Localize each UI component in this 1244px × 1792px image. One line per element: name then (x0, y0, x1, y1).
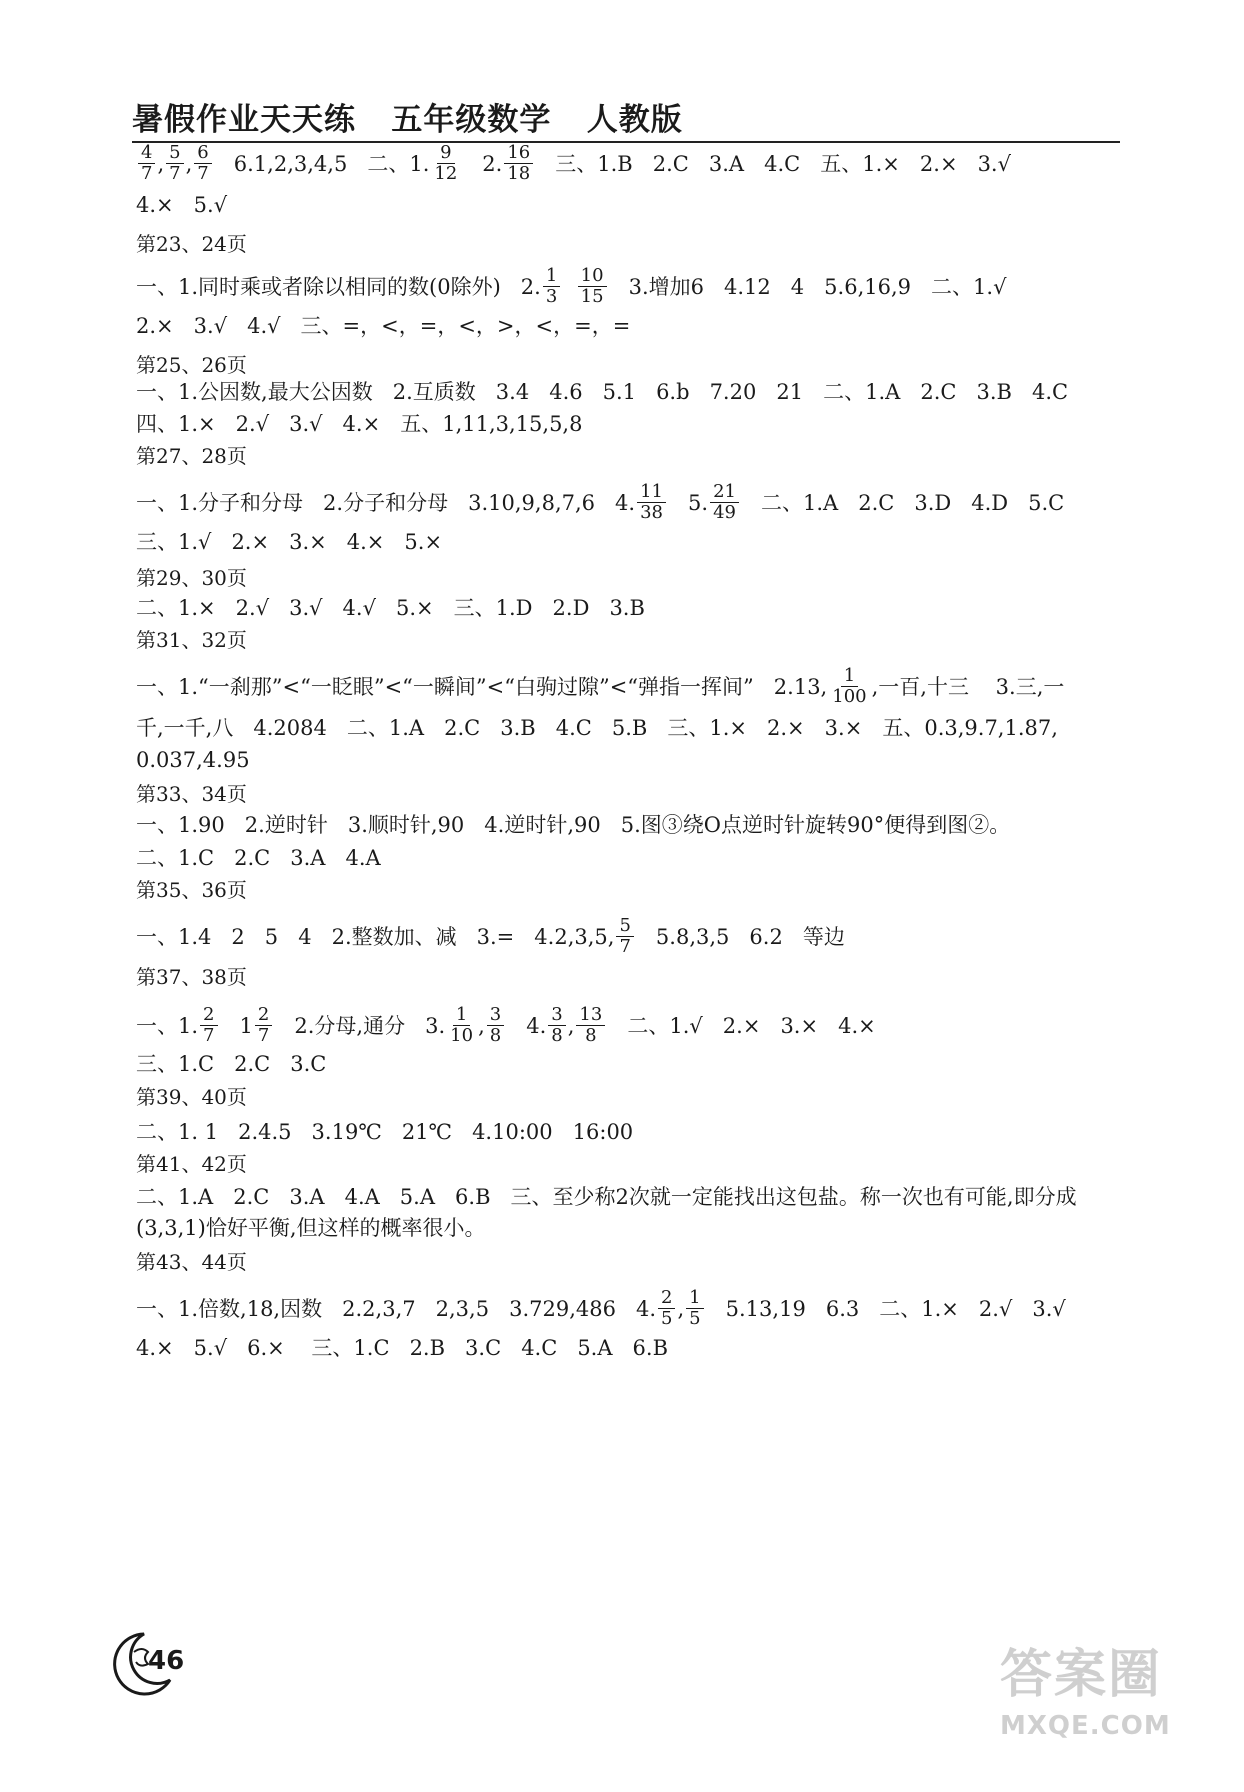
answer-line (136, 1180, 1136, 1212)
fraction-numerator: 3 (548, 1005, 565, 1026)
answer-line (136, 591, 1136, 623)
answer-line (136, 711, 1136, 743)
answer-text: (3,3,1)恰好平衡,但这样的概率很小。 (136, 1215, 486, 1240)
answer-text: 第41、42页 (136, 1151, 247, 1176)
fraction (576, 1005, 605, 1046)
answer-text: 千,一千,八 4.2084 二、1.A 2.C 3.B 4.C 5.B 三、1.× 2.× 3.× 五、0.3,9.7,1.87, (136, 715, 1058, 740)
answer-line (136, 916, 1136, 957)
watermark-text: 答案圈 (1000, 1645, 1163, 1705)
answer-text: , (567, 1013, 575, 1038)
fraction-denominator: 12 (434, 163, 458, 184)
answer-line (136, 743, 1136, 775)
answer-text: 三、1.C 2.C 3.C (136, 1051, 327, 1076)
fraction-numerator: 2 (200, 1005, 217, 1026)
fraction-denominator: 8 (489, 1025, 502, 1046)
fraction (548, 1005, 565, 1046)
fraction-denominator: 49 (713, 502, 736, 523)
fraction-denominator: 7 (141, 163, 153, 184)
answer-line (136, 1211, 1136, 1243)
answer-text: 4.× 5.√ 6.× 三、1.C 2.B 3.C 4.C 5.A 6.B (136, 1335, 669, 1360)
answer-text: 2.× 3.√ 4.√ 三、=，<，=，<，>，<，=，= (136, 313, 631, 338)
answer-text: 2. (462, 151, 503, 176)
watermark (1000, 1632, 1240, 1782)
fraction-denominator: 7 (169, 163, 181, 184)
answer-text: 第43、44页 (136, 1249, 247, 1274)
fraction-numerator: 10 (578, 266, 607, 287)
answer-line (136, 777, 1136, 809)
answer-text: 二、1. 1 2.4.5 3.19℃ 21℃ 4.10:00 16:00 (136, 1119, 634, 1144)
fraction-denominator: 38 (640, 502, 663, 523)
answer-line (136, 1331, 1136, 1363)
answer-text: 3.增加6 4.12 4 5.6,16,9 二、1.√ (608, 274, 1007, 299)
answer-text: 三、1.√ 2.× 3.× 4.× 5.× (136, 529, 443, 554)
answer-text: 5. (668, 490, 709, 515)
answer-line (136, 1115, 1136, 1147)
answer-line (136, 375, 1136, 407)
fraction-numerator: 11 (637, 482, 666, 503)
answer-text: 二、1.A 2.C 3.D 4.D 5.C (740, 490, 1065, 515)
fraction-numerator: 2 (658, 1288, 675, 1309)
answer-line (136, 666, 1136, 707)
answer-text: 一、1.分子和分母 2.分子和分母 3.10,9,8,7,6 4. (136, 490, 636, 515)
answer-line (136, 1245, 1136, 1277)
answer-text (562, 272, 575, 302)
fraction-denominator: 18 (507, 163, 531, 184)
answer-text: ,一百,十三 3.三,一 (871, 674, 1065, 699)
answer-text: 第39、40页 (136, 1084, 247, 1109)
answer-text: 第25、26页 (136, 352, 247, 377)
answer-line (136, 1005, 1136, 1046)
fraction (616, 916, 633, 957)
fraction-numerator: 6 (194, 143, 211, 164)
answer-text: , (157, 151, 165, 176)
fraction (578, 266, 607, 307)
answer-text: 2.分母,通分 3. (274, 1013, 446, 1038)
answer-line (136, 227, 1136, 259)
fraction-numerator: 16 (504, 143, 533, 164)
answer-line (136, 960, 1136, 992)
answer-text: 4. (506, 1013, 547, 1038)
answer-line (136, 407, 1136, 439)
fraction (447, 1005, 476, 1046)
fraction (194, 143, 211, 184)
fraction-denominator: 7 (619, 936, 631, 957)
fraction-numerator: 13 (576, 1005, 605, 1026)
fraction-numerator: 4 (138, 143, 155, 164)
fraction-denominator: 3 (545, 286, 558, 307)
fraction-denominator: 7 (197, 163, 209, 184)
fraction-denominator: 8 (551, 1025, 563, 1046)
watermark-url: MXQE.COM (1000, 1711, 1171, 1741)
answer-line (136, 623, 1136, 655)
fraction-numerator: 1 (543, 266, 560, 287)
fraction-numerator: 21 (710, 482, 739, 503)
answer-text: 三、1.B 2.C 3.A 4.C 五、1.× 2.× 3.√ (535, 151, 1011, 176)
fraction-numerator: 3 (487, 1005, 504, 1026)
fraction-denominator: 5 (689, 1308, 701, 1329)
fraction (543, 266, 560, 307)
fraction (504, 143, 533, 184)
fraction (637, 482, 666, 523)
answer-line (136, 525, 1136, 557)
answer-text: 5.8,3,5 6.2 等边 (635, 924, 845, 949)
fraction-numerator: 2 (255, 1005, 272, 1026)
answer-text: , (185, 151, 193, 176)
fraction-numerator: 9 (437, 143, 454, 164)
answer-text: 二、1.C 2.C 3.A 4.A (136, 845, 381, 870)
answer-text: 四、1.× 2.√ 3.√ 4.× 五、1,11,3,15,5,8 (136, 411, 583, 436)
fraction (255, 1005, 272, 1046)
answer-text: , (478, 1013, 485, 1038)
answer-line (136, 1047, 1136, 1079)
answer-text: 一、1.90 2.逆时针 3.顺时针,90 4.逆时针,90 5.图③绕O点逆时针旋转90°便得到图②。 (136, 812, 1011, 837)
answer-text: 二、1.A 2.C 3.A 4.A 5.A 6.B 三、至少称2次就一定能找出这包盐。称一次也有可能,即分成 (136, 1184, 1077, 1209)
answer-text: 第35、36页 (136, 877, 247, 902)
answer-line (136, 1080, 1136, 1112)
fraction (658, 1288, 675, 1329)
answer-text: 一、1.“一刹那”<“一眨眼”<“一瞬间”<“白驹过隙”<“弹指一挥间” 2.13, (136, 674, 828, 699)
fraction-denominator: 100 (832, 686, 867, 707)
answer-line (136, 266, 1136, 307)
answer-text: 第29、30页 (136, 565, 247, 590)
answer-line (136, 841, 1136, 873)
fraction (686, 1288, 703, 1329)
answer-text: 6.1,2,3,4,5 二、1. (213, 151, 430, 176)
fraction (200, 1005, 217, 1046)
fraction-denominator: 7 (257, 1025, 270, 1046)
answer-line (136, 482, 1136, 523)
fraction-denominator: 5 (661, 1308, 673, 1329)
answer-text: 一、1.公因数,最大公因数 2.互质数 3.4 4.6 5.1 6.b 7.20 21 二、1.A 2.C 3.B 4.C (136, 379, 1069, 404)
fraction (138, 143, 155, 184)
answer-text: 一、1.倍数,18,因数 2.2,3,7 2,3,5 3.729,486 4. (136, 1296, 657, 1321)
answer-line (136, 1288, 1136, 1329)
answer-text: 一、1.4 2 5 4 2.整数加、减 3.= 4.2,3,5, (136, 924, 615, 949)
answer-text: 0.037,4.95 (136, 747, 250, 772)
answer-text: 第37、38页 (136, 964, 247, 989)
answer-text: 第31、32页 (136, 627, 247, 652)
fraction (166, 143, 183, 184)
fraction-numerator: 1 (841, 666, 858, 687)
answer-text: 一、1.同时乘或者除以相同的数(0除外) 2. (136, 274, 541, 299)
answer-text: 第23、24页 (136, 231, 247, 256)
answer-line (136, 143, 1136, 184)
page-number: 46 (148, 1646, 185, 1676)
answer-line (136, 188, 1136, 220)
answer-line (136, 309, 1136, 341)
answer-text: , (677, 1296, 685, 1321)
fraction (431, 143, 460, 184)
answer-text: 一、1. (136, 1013, 199, 1038)
answer-text: 5.13,19 6.3 二、1.× 2.√ 3.√ (705, 1296, 1066, 1321)
fraction-denominator: 7 (203, 1025, 215, 1046)
fraction (710, 482, 739, 523)
fraction-numerator: 5 (616, 916, 633, 937)
answer-text: 二、1.√ 2.× 3.× 4.× (607, 1013, 876, 1038)
answer-text: 第33、34页 (136, 781, 247, 806)
fraction-numerator: 1 (686, 1288, 703, 1309)
fraction (829, 666, 869, 707)
answer-text: 4.× 5.√ (136, 192, 228, 217)
answer-text: 1 (219, 1013, 253, 1038)
page-title: 暑假作业天天练 五年级数学 人教版 (132, 102, 683, 138)
fraction-denominator: 8 (585, 1025, 597, 1046)
fraction-denominator: 15 (580, 286, 604, 307)
fraction-denominator: 10 (450, 1025, 474, 1046)
answer-line (136, 808, 1136, 840)
answer-line (136, 439, 1136, 471)
answer-text: 二、1.× 2.√ 3.√ 4.√ 5.× 三、1.D 2.D 3.B (136, 595, 645, 620)
answer-line (136, 561, 1136, 593)
answer-line (136, 1147, 1136, 1179)
answer-text: 第27、28页 (136, 443, 247, 468)
fraction (487, 1005, 504, 1046)
fraction-numerator: 5 (166, 143, 183, 164)
answer-line (136, 873, 1136, 905)
fraction-numerator: 1 (453, 1005, 470, 1026)
